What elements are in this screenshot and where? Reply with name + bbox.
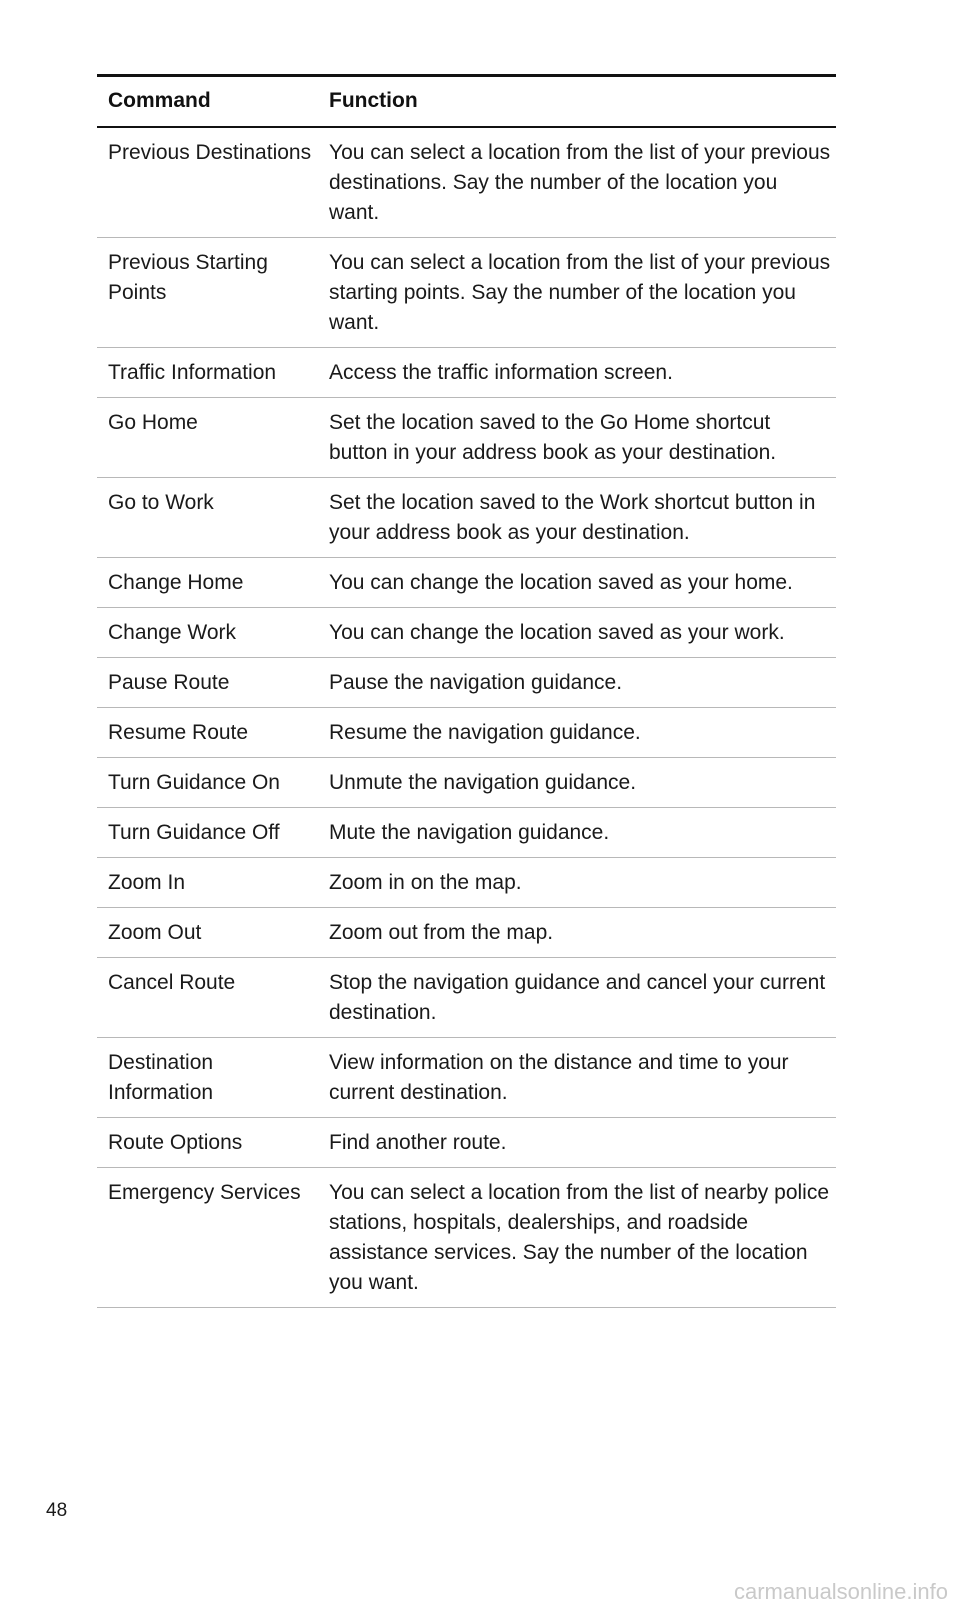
command-cell: Route Options	[108, 1131, 243, 1154]
command-cell: Go Home	[108, 411, 198, 434]
command-cell: Go to Work	[108, 491, 214, 514]
function-cell: Resume the navigation guidance.	[329, 721, 641, 744]
function-cell: Unmute the navigation guidance.	[329, 771, 637, 794]
function-cell: Zoom in on the map.	[329, 871, 522, 894]
table-row	[97, 1038, 836, 1118]
command-cell: Zoom Out	[108, 921, 202, 944]
command-cell: Previous Destinations	[108, 141, 312, 164]
command-cell: Change Home	[108, 571, 244, 594]
voice-command-table	[97, 74, 836, 1308]
column-header-function: Function	[329, 89, 418, 112]
table-row	[97, 858, 836, 908]
table-header-row	[97, 76, 836, 128]
page-number: 48	[46, 1500, 68, 1521]
table-row	[97, 808, 836, 858]
command-cell: Cancel Route	[108, 971, 236, 994]
table-row	[97, 348, 836, 398]
table-row	[97, 1168, 836, 1308]
function-cell: Mute the navigation guidance.	[329, 821, 610, 844]
function-cell: You can change the location saved as your work.	[329, 621, 785, 644]
table-row	[97, 658, 836, 708]
command-cell: Change Work	[108, 621, 237, 644]
table-row	[97, 238, 836, 348]
table-row	[97, 758, 836, 808]
command-cell: Turn Guidance Off	[108, 821, 280, 844]
table-row	[97, 708, 836, 758]
function-cell: Stop the navigation guidance and cancel your current destination.	[329, 971, 826, 1024]
function-cell: Set the location saved to the Work shortcut button in your address book as your destination.	[329, 491, 816, 544]
command-cell: Zoom In	[108, 871, 186, 894]
command-table-wrapper	[97, 74, 836, 1308]
function-cell: You can select a location from the list of nearby police stations, hospitals, dealerships, and roadside assistance services. Say the number of the location you want.	[329, 1181, 830, 1294]
table-row	[97, 608, 836, 658]
function-cell: View information on the distance and time to your current destination.	[329, 1051, 789, 1104]
command-cell: Emergency Services	[108, 1181, 301, 1204]
function-cell: You can change the location saved as your home.	[329, 571, 793, 594]
function-cell: You can select a location from the list of your previous destinations. Say the number of the location you want.	[329, 141, 831, 224]
function-cell: Zoom out from the map.	[329, 921, 554, 944]
command-cell: Turn Guidance On	[108, 771, 280, 794]
function-cell: Find another route.	[329, 1131, 507, 1154]
command-cell: Pause Route	[108, 671, 230, 694]
function-cell: Pause the navigation guidance.	[329, 671, 623, 694]
table-row	[97, 478, 836, 558]
table-row	[97, 127, 836, 238]
table-row	[97, 958, 836, 1038]
column-header-command: Command	[108, 89, 211, 112]
command-cell: Traffic Information	[108, 361, 277, 384]
table-row	[97, 558, 836, 608]
table-row	[97, 908, 836, 958]
function-cell: Access the traffic information screen.	[329, 361, 673, 384]
function-cell: You can select a location from the list of your previous starting points. Say the number of the location you want.	[329, 251, 831, 334]
command-cell: Previous Starting Points	[108, 251, 268, 304]
table-row	[97, 398, 836, 478]
watermark-text: carmanualsonline.info	[733, 1579, 948, 1604]
command-cell: Resume Route	[108, 721, 249, 744]
command-cell: Destination Information	[108, 1051, 214, 1104]
function-cell: Set the location saved to the Go Home shortcut button in your address book as your destination.	[329, 411, 777, 464]
table-row	[97, 1118, 836, 1168]
